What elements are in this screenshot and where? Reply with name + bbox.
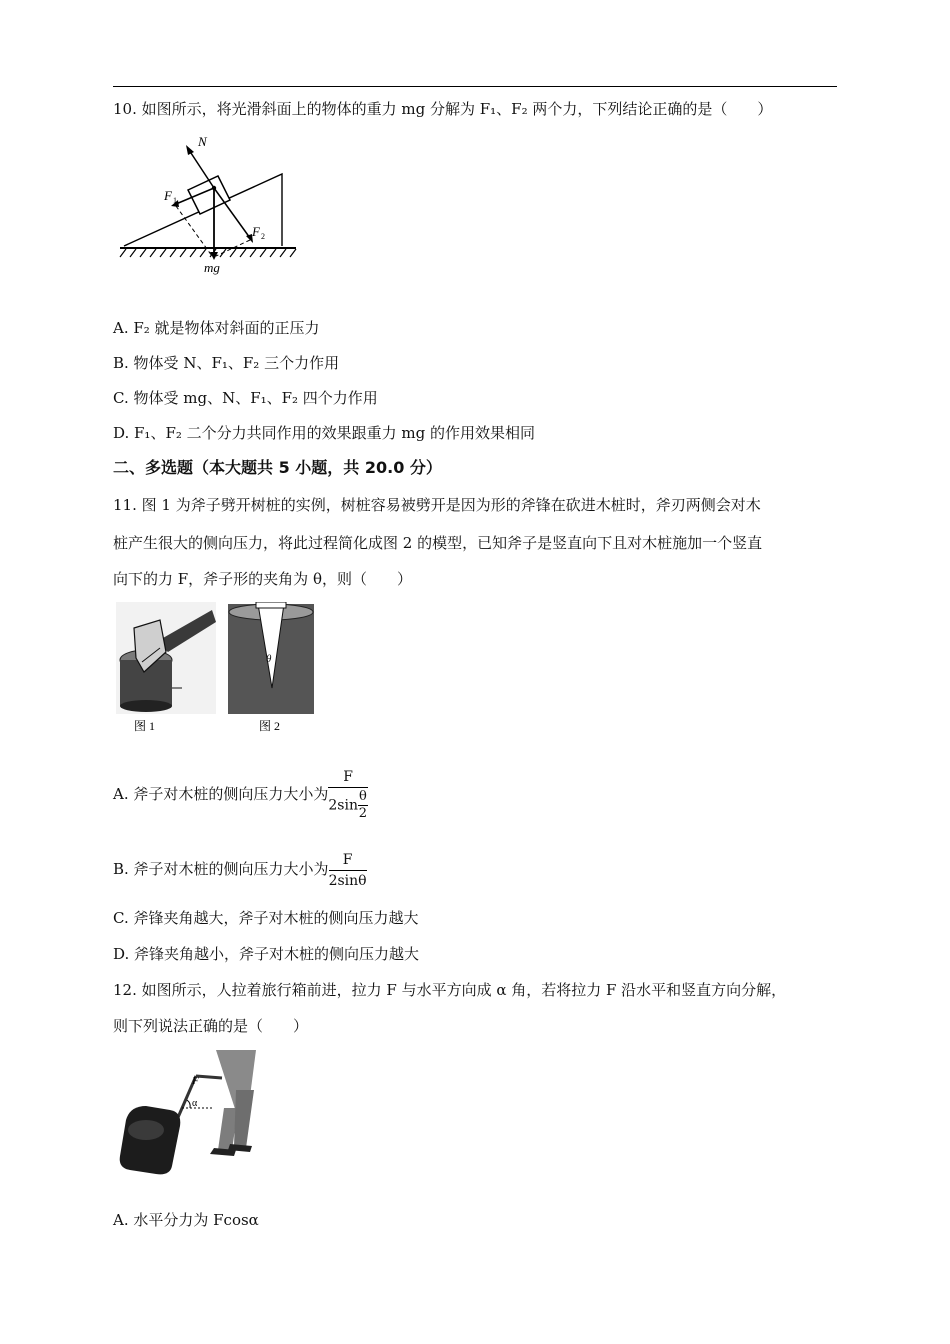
- q10-stem: 10. 如图所示，将光滑斜面上的物体的重力 mg 分解为 F₁、F₂ 两个力，下列结论正确的是（ ）: [113, 100, 773, 118]
- label-f2: F: [252, 224, 260, 239]
- q11-option-a: [113, 760, 368, 828]
- label-f: F: [192, 1075, 199, 1087]
- inner-denominator: 2: [358, 806, 368, 821]
- q11-option-a-fraction: [328, 769, 367, 821]
- q10-incline-figure: [118, 128, 300, 278]
- label-f1: F: [164, 188, 172, 203]
- fraction-numerator: F: [328, 769, 367, 788]
- fraction-denominator: [328, 788, 367, 821]
- q10-option-c: C. 物体受 mg、N、F₁、F₂ 四个力作用: [113, 389, 378, 407]
- q10-option-d: D. F₁、F₂ 二个分力共同作用的效果跟重力 mg 的作用效果相同: [113, 424, 536, 442]
- label-f1-sub: 1: [173, 196, 177, 205]
- section-title: 二、多选题（本大题共 5 小题，共 20.0 分）: [113, 458, 442, 477]
- label-alpha: α: [192, 1098, 198, 1109]
- label-fig2: 图 2: [259, 719, 281, 733]
- denominator-prefix: 2sin: [328, 797, 358, 814]
- label-theta: θ: [266, 653, 272, 665]
- half-angle-fraction: [358, 790, 368, 821]
- inner-numerator: θ: [358, 789, 367, 804]
- q11-option-a-text: A. 斧子对木桩的侧向压力大小为: [113, 785, 329, 803]
- fraction-numerator: F: [329, 852, 367, 871]
- q10-option-a: A. F₂ 就是物体对斜面的正压力: [113, 319, 320, 337]
- q11-axe-figure: [116, 602, 316, 738]
- q11-stem-line-3: 向下的力 F，斧子形的夹角为 θ，则（ ）: [113, 570, 412, 588]
- fraction-denominator: 2sinθ: [328, 872, 367, 889]
- q11-option-c: C. 斧锋夹角越大，斧子对木桩的侧向压力越大: [113, 909, 419, 927]
- q11-option-b-text: B. 斧子对木桩的侧向压力大小为: [113, 860, 329, 878]
- q10-option-b: B. 物体受 N、F₁、F₂ 三个力作用: [113, 354, 340, 372]
- q11-option-b-fraction: [329, 852, 367, 889]
- label-mg: mg: [204, 260, 220, 275]
- q11-option-b: [113, 845, 367, 893]
- label-n: N: [198, 134, 207, 149]
- q12-option-a: A. 水平分力为 Fcosα: [113, 1211, 259, 1229]
- q12-suitcase-figure: [116, 1050, 266, 1178]
- q11-option-d: D. 斧锋夹角越小，斧子对木桩的侧向压力越大: [113, 945, 420, 963]
- q11-stem-line-2: 桩产生很大的侧向压力，将此过程简化成图 2 的模型，已知斧子是竖直向下且对木桩施加一个竖直: [113, 534, 763, 552]
- header-rule: [113, 86, 837, 87]
- q12-stem-line-2: 则下列说法正确的是（ ）: [113, 1017, 309, 1035]
- label-fig1: 图 1: [134, 719, 156, 733]
- q11-stem-line-1: 11. 图 1 为斧子劈开树桩的实例，树桩容易被劈开是因为形的斧锋在砍进木桩时，斧刃两侧会对木: [113, 496, 761, 514]
- label-f2-sub: 2: [261, 232, 265, 241]
- q12-stem-line-1: 12. 如图所示，人拉着旅行箱前进，拉力 F 与水平方向成 α 角，若将拉力 F 沿水平和竖直方向分解，: [113, 981, 787, 999]
